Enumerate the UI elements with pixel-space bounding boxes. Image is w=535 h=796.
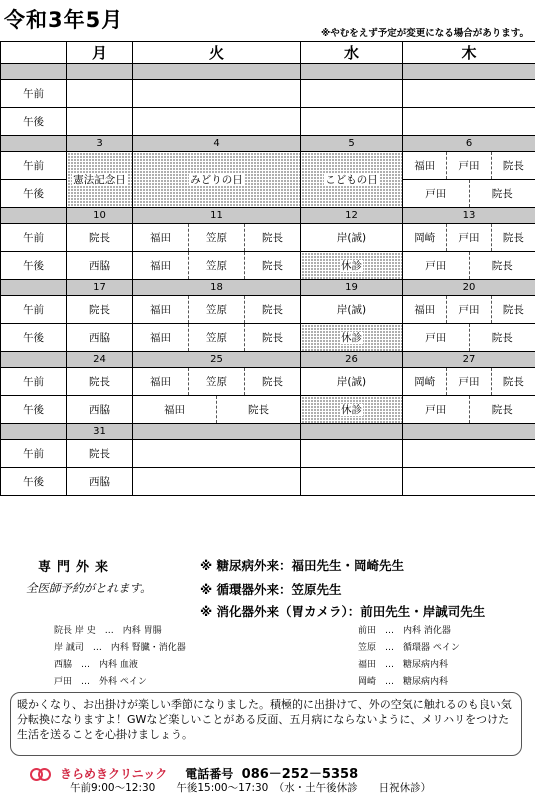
date-cell <box>301 64 403 80</box>
date-cell <box>67 64 133 80</box>
doctor-split <box>133 252 300 279</box>
doctor-list-left <box>54 623 186 691</box>
doctor-cell <box>301 80 403 108</box>
doctor-cell <box>133 252 301 280</box>
doctor-cell <box>301 468 403 496</box>
doctor-cell <box>301 368 403 396</box>
doctor-cell <box>67 368 133 396</box>
doctor-cell <box>67 468 133 496</box>
date-row <box>1 424 535 440</box>
slot-row-am <box>1 152 535 180</box>
change-notice: ※やむをえず予定が変更になる場合があります。 <box>321 28 529 39</box>
doctor-name: 院長 <box>244 252 300 279</box>
doctor-split <box>403 296 535 323</box>
doctor-name: 院長 <box>469 252 535 279</box>
page-title: 令和3年5月 <box>4 8 124 32</box>
doctor-name: 岸(誠) <box>336 232 367 244</box>
doctor-cell <box>133 468 301 496</box>
doctor-name: 院長 <box>491 368 535 395</box>
doctor-cell <box>403 252 535 280</box>
date-cell: 13 <box>403 208 535 224</box>
doctor-name: 戸田 <box>425 404 447 416</box>
doctor-name: 福田 <box>414 160 436 172</box>
clinic-logo-icon <box>30 768 52 781</box>
doctor-cell <box>301 396 403 424</box>
doctor-cell <box>403 324 535 352</box>
doctor-list-right <box>358 623 460 691</box>
weekday-cell: 月 <box>67 42 133 64</box>
doctor-cell <box>301 296 403 324</box>
doctor-cell <box>403 80 535 108</box>
doctor-split <box>133 396 300 423</box>
doctor-name: 岡崎 <box>414 232 436 244</box>
date-cell: 31 <box>67 424 133 440</box>
doctor-split <box>403 396 535 423</box>
doctor-cell <box>403 296 535 324</box>
date-cell: 10 <box>67 208 133 224</box>
doctor-name: 院長 <box>244 368 300 395</box>
doctor-cell <box>403 152 535 180</box>
doctor-cell <box>403 440 535 468</box>
doctor-name: 岡崎 <box>414 376 436 388</box>
date-cell: 27 <box>403 352 535 368</box>
date-cell: 3 <box>67 136 133 152</box>
doctor-name: 院長 <box>244 224 300 251</box>
holiday-name: 憲法記念日 <box>73 174 126 186</box>
doctor-name: 戸田 <box>425 332 447 344</box>
date-cell: 18 <box>133 280 301 296</box>
doctor-name: 院長 <box>469 180 535 207</box>
date-cell <box>301 424 403 440</box>
doctor-split <box>133 324 300 351</box>
specialty-line: ※ 糖尿病外来：福田先生・岡崎先生 <box>200 558 405 573</box>
slot-label: 午後 <box>1 396 67 424</box>
weekday-cell: 水 <box>301 42 403 64</box>
doctor-name: 院長 <box>89 376 110 388</box>
doctor-split <box>403 252 535 279</box>
doctor-split <box>133 296 300 323</box>
doctor-name: 笠原 <box>188 252 244 279</box>
doctor-name: 戸田 <box>446 224 490 251</box>
slot-row-pm <box>1 108 535 136</box>
doctor-cell <box>403 468 535 496</box>
specialty-subtitle: 全医師予約がとれます。 <box>26 581 152 595</box>
date-label-cell <box>1 352 67 368</box>
doctor-cell <box>133 440 301 468</box>
slot-row-pm <box>1 396 535 424</box>
weekday-header <box>1 42 535 64</box>
slot-label: 午前 <box>1 152 67 180</box>
slot-label: 午後 <box>1 468 67 496</box>
doctor-name: 福田 <box>164 404 185 416</box>
doctor-name: 福田 <box>150 304 171 316</box>
doctor-cell <box>67 440 133 468</box>
doctor-name: 西脇 <box>89 332 110 344</box>
doctor-name: 岸(誠) <box>336 304 367 316</box>
date-row <box>1 280 535 296</box>
slot-label: 午前 <box>1 368 67 396</box>
date-label-cell <box>1 208 67 224</box>
doctor-name: 福田 <box>150 332 171 344</box>
doctor-entry: 戸田 … 外科 ペイン <box>54 677 147 687</box>
doctor-cell <box>301 440 403 468</box>
slot-label: 午後 <box>1 324 67 352</box>
doctor-split <box>403 152 535 179</box>
doctor-cell <box>133 224 301 252</box>
slot-row-am <box>1 440 535 468</box>
slot-label: 午前 <box>1 296 67 324</box>
doctor-name: 院長 <box>216 396 300 423</box>
doctor-name: 院長 <box>89 232 110 244</box>
doctor-name: 笠原 <box>188 324 244 351</box>
date-label-cell <box>1 136 67 152</box>
corner-cell <box>1 42 67 64</box>
date-row <box>1 208 535 224</box>
date-cell: 4 <box>133 136 301 152</box>
holiday-cell <box>67 152 133 208</box>
doctor-name: 戸田 <box>425 260 447 272</box>
doctor-cell <box>67 224 133 252</box>
doctor-name: 笠原 <box>188 296 244 323</box>
doctor-name: 戸田 <box>425 188 447 200</box>
doctor-cell <box>403 108 535 136</box>
doctor-cell <box>67 108 133 136</box>
date-label-cell <box>1 64 67 80</box>
doctor-cell <box>133 324 301 352</box>
date-cell: 12 <box>301 208 403 224</box>
doctor-cell <box>133 296 301 324</box>
doctor-name: 戸田 <box>446 152 490 179</box>
doctor-cell <box>133 396 301 424</box>
date-cell <box>133 64 301 80</box>
date-cell <box>403 424 535 440</box>
doctor-split <box>403 368 535 395</box>
doctor-name: 院長 <box>469 324 535 351</box>
doctor-name: 西脇 <box>89 404 110 416</box>
doctor-name: 戸田 <box>446 296 490 323</box>
slot-row-am <box>1 80 535 108</box>
clinic-hours: 午前9:00～12:30 午後15:00～17:30 （水・土午後休診 日祝休診） <box>70 782 432 794</box>
slot-row-pm <box>1 324 535 352</box>
doctor-cell <box>133 108 301 136</box>
date-label-cell <box>1 424 67 440</box>
doctor-cell <box>301 224 403 252</box>
doctor-name: 福田 <box>150 376 171 388</box>
doctor-split <box>133 224 300 251</box>
doctor-name: 院長 <box>491 224 535 251</box>
holiday-cell <box>301 152 403 208</box>
doctor-cell <box>301 324 403 352</box>
seasonal-message: 暖かくなり、お出掛けが楽しい季節になりました。積極的に出掛けて、外の空気に触れるのも良い気分転換になりますよ！GWなど楽しいことがある反面、五月病にならないように、メリハリをつけた生活を送ることを心掛けましょう。 <box>10 692 522 756</box>
slot-row-pm <box>1 468 535 496</box>
schedule-table <box>0 41 535 496</box>
doctor-name: 岸(誠) <box>336 376 367 388</box>
slot-row-pm <box>1 252 535 280</box>
doctor-cell <box>403 224 535 252</box>
doctor-cell <box>403 180 535 208</box>
doctor-name: 笠原 <box>188 368 244 395</box>
doctor-split <box>133 368 300 395</box>
closed-label: 休診 <box>341 332 363 344</box>
clinic-name: きらめきクリニック <box>60 767 168 781</box>
date-cell: 5 <box>301 136 403 152</box>
date-cell: 19 <box>301 280 403 296</box>
date-cell: 26 <box>301 352 403 368</box>
doctor-name: 院長 <box>469 396 535 423</box>
doctor-entry: 前田 … 内科 消化器 <box>358 626 451 636</box>
doctor-cell <box>301 252 403 280</box>
slot-row-am <box>1 368 535 396</box>
doctor-name: 戸田 <box>446 368 490 395</box>
doctor-entry: 西脇 … 内科 血液 <box>54 660 138 670</box>
doctor-name: 福田 <box>150 232 171 244</box>
doctor-split <box>403 324 535 351</box>
doctor-name: 笠原 <box>188 224 244 251</box>
doctor-name: 福田 <box>150 260 171 272</box>
date-row <box>1 64 535 80</box>
doctor-cell <box>67 324 133 352</box>
slot-row-am <box>1 224 535 252</box>
specialty-line: ※ 循環器外来：笠原先生 <box>200 582 342 597</box>
date-cell: 6 <box>403 136 535 152</box>
doctor-name: 院長 <box>244 324 300 351</box>
footer-section <box>0 552 535 796</box>
doctor-name: 院長 <box>244 296 300 323</box>
slot-label: 午後 <box>1 252 67 280</box>
slot-label: 午後 <box>1 180 67 208</box>
doctor-cell <box>133 80 301 108</box>
doctor-name: 福田 <box>414 304 436 316</box>
doctor-cell <box>67 80 133 108</box>
doctor-cell <box>403 368 535 396</box>
weekday-cell: 火 <box>133 42 301 64</box>
doctor-name: 院長 <box>89 304 110 316</box>
tel-number: 086－252－5358 <box>241 767 359 782</box>
holiday-name: こどもの日 <box>325 174 378 186</box>
closed-label: 休診 <box>341 404 363 416</box>
date-row <box>1 136 535 152</box>
slot-label: 午後 <box>1 108 67 136</box>
date-cell <box>403 64 535 80</box>
doctor-name: 西脇 <box>89 476 110 488</box>
doctor-entry: 岸 誠司 … 内科 腎臓・消化器 <box>54 643 186 653</box>
doctor-cell <box>67 252 133 280</box>
date-cell: 24 <box>67 352 133 368</box>
doctor-entry: 福田 … 糖尿病内科 <box>358 660 449 670</box>
date-cell: 17 <box>67 280 133 296</box>
slot-label: 午前 <box>1 440 67 468</box>
date-label-cell <box>1 280 67 296</box>
doctor-cell <box>301 108 403 136</box>
doctor-split <box>403 224 535 251</box>
doctor-cell <box>403 396 535 424</box>
slot-row-am <box>1 296 535 324</box>
date-cell <box>133 424 301 440</box>
doctor-name: 院長 <box>491 152 535 179</box>
date-cell: 25 <box>133 352 301 368</box>
doctor-split <box>403 180 535 207</box>
date-cell: 20 <box>403 280 535 296</box>
specialty-title: 専門外来 <box>38 560 115 575</box>
weekday-cell: 木 <box>403 42 535 64</box>
date-row <box>1 352 535 368</box>
doctor-name: 院長 <box>491 296 535 323</box>
date-cell: 11 <box>133 208 301 224</box>
doctor-cell <box>67 296 133 324</box>
slot-label: 午前 <box>1 80 67 108</box>
holiday-cell <box>133 152 301 208</box>
closed-label: 休診 <box>341 260 363 272</box>
specialty-line: ※ 消化器外来（胃カメラ）：前田先生・岸誠司先生 <box>200 604 486 619</box>
tel-label: 電話番号 <box>185 767 234 781</box>
doctor-name: 西脇 <box>89 260 110 272</box>
slot-label: 午前 <box>1 224 67 252</box>
doctor-cell <box>133 368 301 396</box>
doctor-entry: 院長 岸 史 … 内科 胃腸 <box>54 626 162 636</box>
doctor-name: 院長 <box>89 448 110 460</box>
doctor-entry: 岡崎 … 糖尿病内科 <box>358 677 449 687</box>
holiday-name: みどりの日 <box>190 174 243 186</box>
doctor-cell <box>67 396 133 424</box>
doctor-entry: 笠原 … 循環器 ペイン <box>358 643 460 653</box>
